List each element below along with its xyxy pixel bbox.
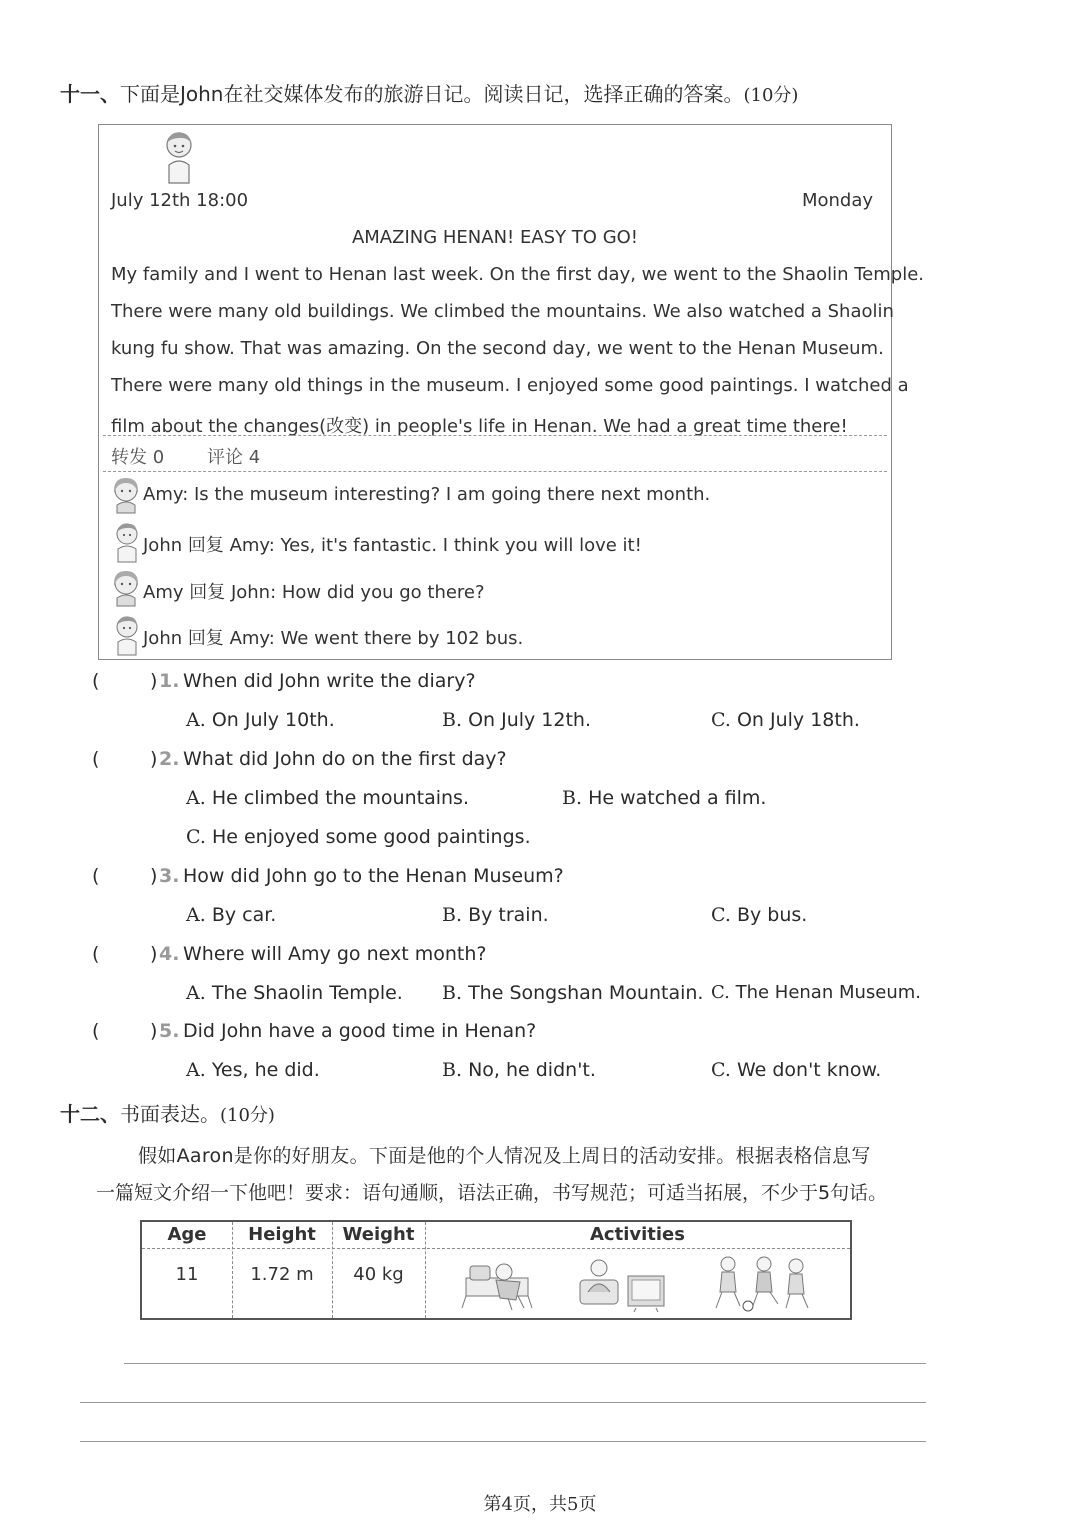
table-cell-height: 1.72 m (250, 1264, 314, 1285)
option-a (186, 709, 335, 731)
question-text: Did John have a good time in Henan? (183, 1020, 537, 1042)
table-row-divider (142, 1248, 850, 1249)
divider (103, 435, 887, 436)
option-b (442, 904, 549, 926)
table-header-age: Age (167, 1224, 207, 1245)
divider (103, 471, 887, 472)
option-a (186, 1059, 320, 1081)
diary-line: film about the changes(改变) in people's life in Henan. We had a great time there! (111, 416, 848, 437)
playing-football-icon (708, 1252, 818, 1314)
diary-date: July 12th 18:00 (111, 190, 249, 211)
writing-instruction-line-1: 假如Aaron是你的好朋友。下面是他的个人情况及上周日的活动安排。根据表格信息写 (138, 1145, 871, 1167)
option-c (186, 826, 531, 848)
comment-text: John 回复 Amy: We went there by 102 bus. (143, 628, 524, 649)
answer-paren-open: ( (92, 943, 100, 965)
table-header-activities: Activities (590, 1224, 685, 1245)
sleeping-icon (460, 1252, 538, 1314)
option-text: Yes, he did. (211, 1059, 320, 1081)
option-text: He watched a film. (588, 787, 767, 809)
table-header-weight: Weight (342, 1224, 415, 1245)
option-text: By car. (211, 904, 277, 926)
question-text: When did John write the diary? (183, 670, 476, 692)
amy-avatar-icon (111, 568, 141, 608)
table-cell-age: 11 (175, 1264, 199, 1285)
section-11-score: (10分) (743, 85, 799, 106)
option-c (711, 1059, 881, 1081)
section-12-title (60, 1098, 275, 1127)
option-letter: B. (442, 1059, 463, 1081)
comment-text: Amy: Is the museum interesting? I am going there next month. (143, 484, 711, 505)
option-c (711, 904, 807, 926)
answer-paren-close: ) (150, 748, 158, 770)
section-11-title (60, 78, 798, 107)
answer-paren-close: ) (150, 670, 158, 692)
diary-line: My family and I went to Henan last week. On the first day, we went to the Shaolin Temple. (111, 264, 925, 285)
question-text: How did John go to the Henan Museum? (183, 865, 564, 887)
comment-text: Amy 回复 John: How did you go there? (143, 582, 485, 603)
option-text: On July 10th. (211, 709, 335, 731)
info-table (140, 1220, 852, 1320)
watching-tv-icon (578, 1252, 668, 1314)
diary-line: kung fu show. That was amazing. On the second day, we went to the Henan Museum. (111, 338, 884, 359)
option-b (442, 1059, 596, 1081)
forward-count: 转发 0 (111, 447, 165, 468)
diary-line: There were many old things in the museum. I enjoyed some good paintings. I watched a (111, 375, 909, 396)
option-letter: C. (711, 904, 731, 926)
option-text: By bus. (736, 904, 808, 926)
option-letter: A. (186, 1059, 206, 1081)
writing-line[interactable] (124, 1363, 926, 1364)
diary-line: There were many old buildings. We climbed the mountains. We also watched a Shaolin (111, 301, 894, 322)
option-text: By train. (468, 904, 549, 926)
option-c (711, 709, 860, 731)
section-11-text: 下面是John在社交媒体发布的旅游日记。阅读日记，选择正确的答案。 (120, 82, 744, 106)
section-11-number: 十一、 (60, 82, 120, 106)
comment-text: John 回复 Amy: Yes, it's fantastic. I think you will love it! (143, 535, 642, 556)
writing-line[interactable] (80, 1441, 926, 1442)
option-text: The Shaolin Temple. (211, 982, 403, 1004)
option-b (442, 982, 703, 1004)
question-text: Where will Amy go next month? (183, 943, 487, 965)
option-c (711, 982, 921, 1003)
option-text: On July 18th. (736, 709, 860, 731)
option-letter: A. (186, 904, 206, 926)
answer-paren-close: ) (150, 865, 158, 887)
option-letter: C. (186, 826, 206, 848)
option-text: He enjoyed some good paintings. (211, 826, 531, 848)
option-text: We don't know. (736, 1059, 882, 1081)
option-text: No, he didn't. (468, 1059, 596, 1081)
option-letter: A. (186, 982, 206, 1004)
diary-weekday: Monday (801, 190, 873, 211)
option-a (186, 904, 276, 926)
option-letter: B. (562, 787, 583, 809)
option-letter: C. (711, 1059, 731, 1081)
option-letter: A. (186, 787, 206, 809)
answer-paren-open: ( (92, 748, 100, 770)
section-12-score: (10分) (220, 1105, 275, 1126)
question-number: 5. (159, 1020, 180, 1042)
option-letter: B. (442, 904, 463, 926)
option-letter: B. (442, 709, 463, 731)
question-number: 1. (159, 670, 180, 692)
option-letter: C. (711, 709, 731, 731)
question-number: 4. (159, 943, 180, 965)
option-text: On July 12th. (468, 709, 592, 731)
comment-count: 评论 4 (207, 447, 261, 468)
option-text: The Songshan Mountain. (468, 982, 704, 1004)
option-text: The Henan Museum. (735, 982, 922, 1003)
section-12-number: 十二、 (60, 1102, 120, 1126)
question-number: 3. (159, 865, 180, 887)
diary-title: AMAZING HENAN! EASY TO GO! (351, 227, 639, 248)
option-letter: B. (442, 982, 463, 1004)
page-number: 第4页，共5页 (483, 1494, 597, 1515)
table-header-height: Height (248, 1224, 316, 1245)
answer-paren-open: ( (92, 1020, 100, 1042)
answer-paren-close: ) (150, 1020, 158, 1042)
section-12-text: 书面表达。 (120, 1102, 220, 1126)
option-text: He climbed the mountains. (211, 787, 469, 809)
john-avatar-icon (161, 129, 197, 185)
option-letter: A. (186, 709, 206, 731)
john-avatar-icon (113, 521, 141, 563)
option-b (442, 709, 591, 731)
answer-paren-open: ( (92, 670, 100, 692)
answer-paren-close: ) (150, 943, 158, 965)
table-cell-weight: 40 kg (353, 1264, 404, 1285)
diary-box (98, 124, 925, 660)
option-letter: C. (711, 982, 730, 1003)
question-text: What did John do on the first day? (183, 748, 507, 770)
amy-avatar-icon (111, 475, 141, 515)
question-number: 2. (159, 748, 180, 770)
writing-instruction-line-2: 一篇短文介绍一下他吧！要求：语句通顺，语法正确，书写规范；可适当拓展，不少于5句话。 (96, 1182, 888, 1204)
option-a (186, 982, 403, 1004)
answer-paren-open: ( (92, 865, 100, 887)
option-a (186, 787, 469, 809)
option-b (562, 787, 766, 809)
table-column-divider (425, 1222, 426, 1318)
john-avatar-icon (113, 614, 141, 656)
writing-line[interactable] (80, 1402, 926, 1403)
